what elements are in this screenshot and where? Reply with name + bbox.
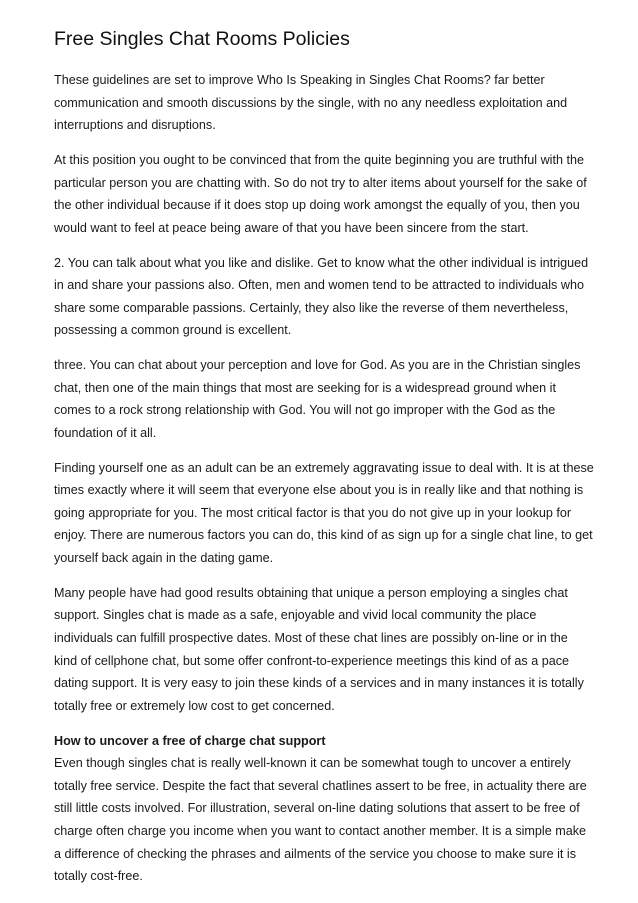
section-body: Even though singles chat is really well-known it can be somewhat tough to uncover a entirely totally free service. Despite the fact that several chatlines assert to be free, in actuality there are still little costs involved. For illustration, several on-line dating solutions that assert to be free of charge often charge you income when you want to contact another member. It is a simple make a difference of checking the phrases and ailments of the service you choose to make sure it is totally cost-free. [54, 756, 587, 884]
page-title: Free Singles Chat Rooms Policies [54, 28, 350, 50]
paragraph-truthful: At this position you ought to be convinced that from the quite beginning you are truthful with the particular person you are chatting with. So do not try to alter items about yourself for the sake of the other individual because if it does stop up doing work amongst the equally of you, then you would want to feel at peace being aware of that you have been sincere from the start. [54, 152, 587, 235]
paragraph-intro: These guidelines are set to improve Who Is Speaking in Singles Chat Rooms? far better communication and smooth discussions by the single, with no any needless exploitation and interruptions and disruptions. [54, 73, 568, 133]
section-heading: How to uncover a free of charge chat support [54, 733, 326, 748]
paragraph-chat-support: Many people have had good results obtaining that unique a person employing a singles chat support. Singles chat is made as a safe, enjoyable and vivid local community the place individuals can fulfill prospective dates. Most of these chat lines are possibly on-line or in the kind of cellphone chat, but some offer confront-to-experience meetings this kind of as a pace dating support. It is very easy to join these kinds of a services and in many instances it is totally totally free or extremely low cost to get concerned. [54, 585, 584, 713]
document-page [54, 26, 594, 888]
section-free-chat-support [54, 730, 594, 888]
paragraph-faith: three. You can chat about your perception and love for God. As you are in the Christian singles chat, then one of the main things that most are seeking for is a widespread ground when it comes to a rock strong relationship with God. You will not go improper with the God as the foundation of it all. [54, 358, 581, 440]
paragraph-single-adult: Finding yourself one as an adult can be an extremely aggravating issue to deal with. It is at these times exactly where it will seem that everyone else about you is in really like and that nothing is going appropriate for you. The most critical factor is that you do not give up in your lookup for enjoy. There are numerous factors you can do, this kind of as sign up for a single chat line, to get yourself back again in the dating game. [54, 460, 594, 566]
paragraph-likes-dislikes: 2. You can talk about what you like and dislike. Get to know what the other individual is intrigued in and share your passions also. Often, men and women tend to be attracted to individuals who share some comparable passions. Certainly, they also like the reverse of them nevertheless, possessing a common ground is excellent. [54, 255, 589, 338]
